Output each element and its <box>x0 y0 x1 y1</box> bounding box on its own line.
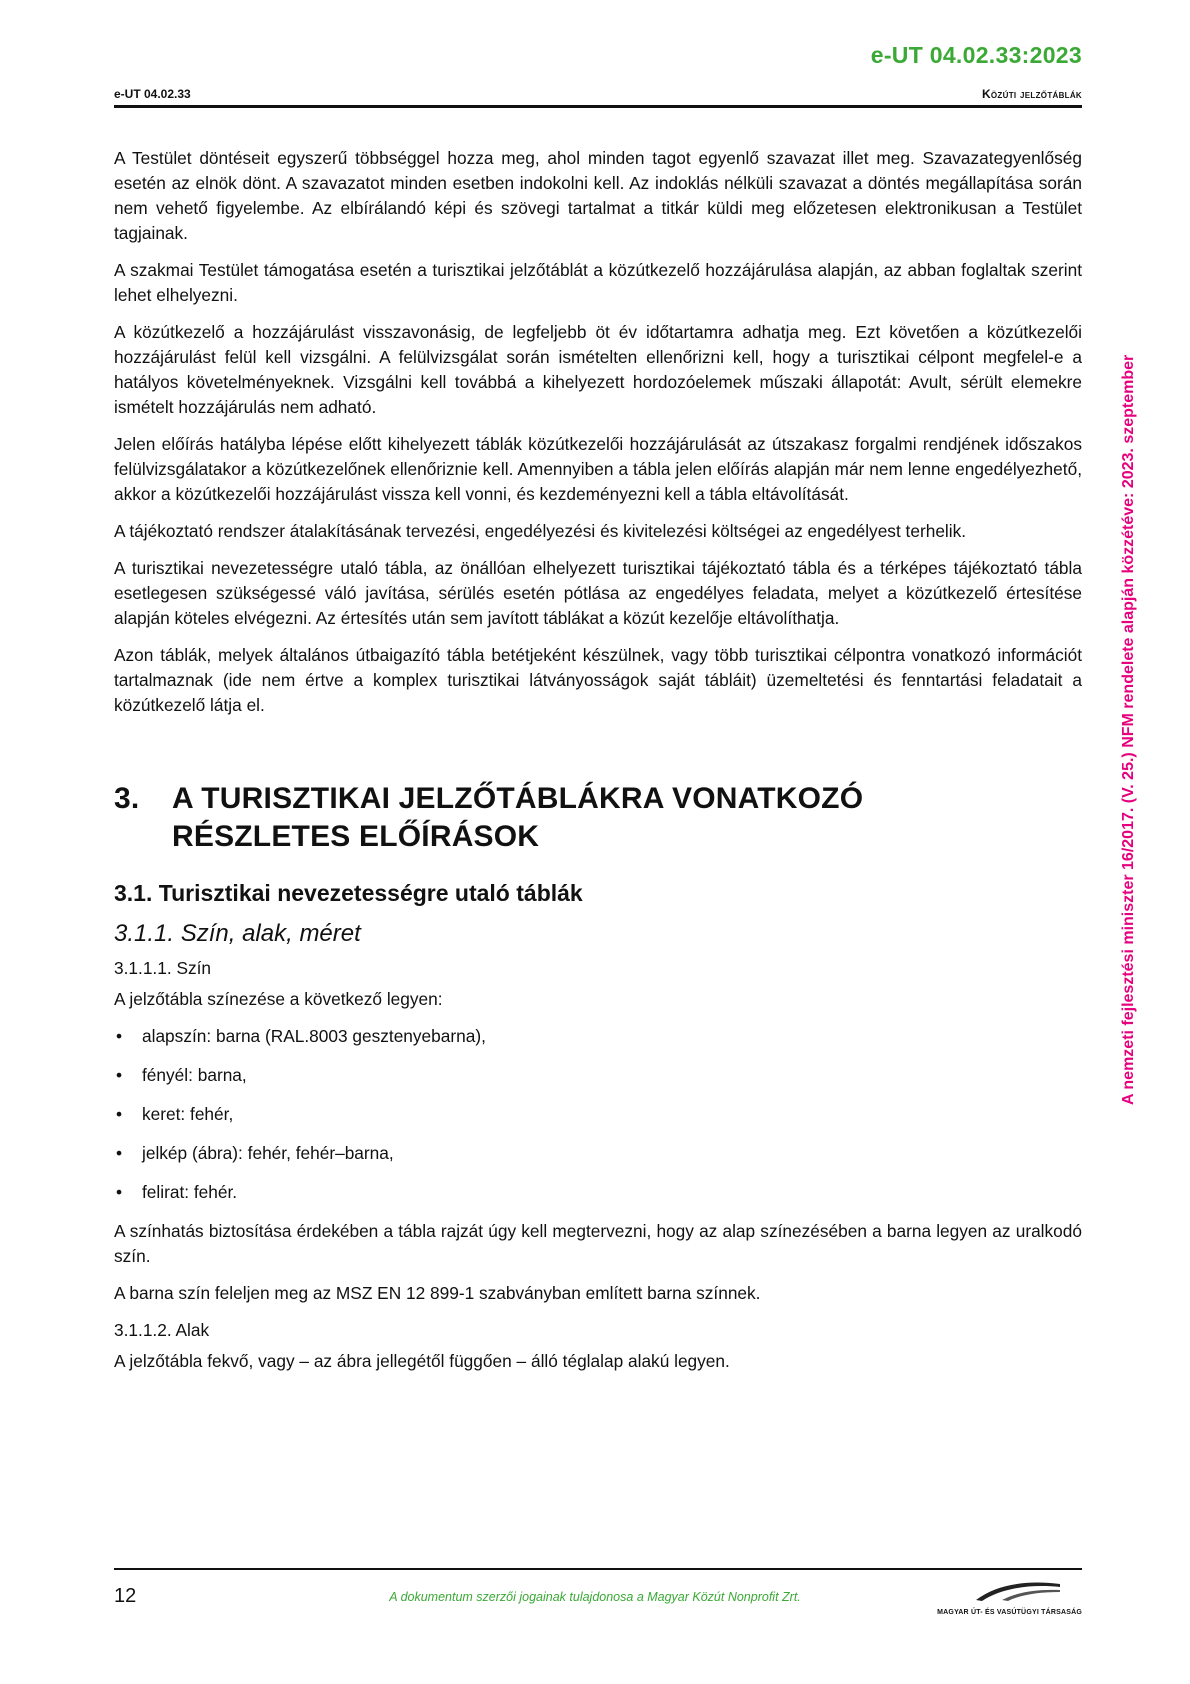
list-item: • fényél: barna, <box>114 1063 1082 1088</box>
paragraph: Jelen előírás hatályba lépése előtt kihelyezett táblák közútkezelői hozzájárulását az útszakasz forgalmi rendjének időszakos felülvizsgálatakor a közútkezelőnek ellenőriznie kell. Amennyiben a tábla jelen előírás alapján már nem lenne engedélyezhető, akkor a közútkezelői hozzájárulást vissza kell vonni, és kezdeményezni kell a tábla eltávolítását. <box>114 434 1082 504</box>
section-3-1-heading: 3.1. Turisztikai nevezetességre utaló táblák <box>114 880 583 906</box>
section-title-line1: A TURISZTIKAI JELZŐTÁBLÁKRA VONATKOZÓ <box>172 782 864 815</box>
paragraph: A Testület döntéseit egyszerű többséggel hozza meg, ahol minden tagot egyenlő szavazat illet meg. Szavazategyenlőség esetén az elnök dönt. A szavazatot minden esetben indokolni kell. Az indoklás nélküli szavazat a döntés megállapítása során nem vehető figyelembe. Az elbírálandó képi és szövegi tartalmat a titkár küldi meg előzetesen elektronikusan a Testület tagjainak. <box>114 148 1082 243</box>
section-number: 3. <box>114 782 140 815</box>
footer-divider <box>114 1568 1082 1570</box>
section-3-heading <box>114 780 1082 856</box>
paragraph: A szakmai Testület támogatása esetén a turisztikai jelzőtáblát a közútkezelő hozzájárulása alapján, az abban foglaltak szerint lehet elhelyezni. <box>114 260 1082 305</box>
paragraph: A turisztikai nevezetességre utaló tábla, az önállóan elhelyezett turisztikai tájékoztató tábla és a térképes tájékoztató tábla esetlegesen szükségessé váló javítása, sérülés esetén pótlása az engedélyes feladata, melyet a közútkezelő értesítése alapján köteles elvégezni. Az értesítés után sem javított táblákat a közút kezelője eltávolíthatja. <box>114 558 1082 628</box>
paragraph: A közútkezelő a hozzájárulást visszavonásig, de legfeljebb öt év időtartamra adhatja meg. Ezt követően a közútkezelői hozzájárulást felül kell vizsgálni. A felülvizsgálat során ismételten ellenőrizni kell, hogy a turisztikai célpont megfelel-e a hatályos követelményeknek. Vizsgálni kell továbbá a kihelyezett hordozóelemek műszaki állapotát: Avult, sérült elemekre ismételt hozzájárulás nem adható. <box>114 322 1082 417</box>
list-item: • keret: fehér, <box>114 1102 1082 1127</box>
copyright-notice: A dokumentum szerzői jogainak tulajdonosa a Magyar Közút Nonprofit Zrt. <box>389 1590 801 1604</box>
publisher-logo <box>932 1580 1082 1616</box>
section-3-1-1-heading: 3.1.1. Szín, alak, méret <box>114 920 361 947</box>
section-3-1-1-1-heading: 3.1.1.1. Szín <box>114 958 212 978</box>
list-item: • jelkép (ábra): fehér, fehér–barna, <box>114 1141 1082 1166</box>
section-title-line2: RÉSZLETES ELŐÍRÁSOK <box>172 820 540 853</box>
paragraph: A színhatás biztosítása érdekében a tábla rajzát úgy kell megtervezni, hogy az alap színezésében a barna legyen az uralkodó szín. <box>114 1221 1082 1266</box>
paragraph: A jelzőtábla fekvő, vagy – az ábra jellegétől függően – álló téglalap alakú legyen. <box>114 1351 730 1371</box>
document-code-stamp: e-UT 04.02.33:2023 <box>870 42 1082 68</box>
logo-text: MAGYAR ÚT- ÉS VASÚTÜGYI TÁRSASÁG <box>937 1609 1082 1616</box>
header-doc-title: Közúti jelzőtáblák <box>981 87 1082 101</box>
list-item: • felirat: fehér. <box>114 1180 1082 1205</box>
color-intro: A jelzőtábla színezése a következő legyen: <box>114 989 443 1009</box>
section-title <box>172 780 863 856</box>
paragraph: A tájékoztató rendszer átalakításának tervezési, engedélyezési és kivitelezési költségei az engedélyest terhelik. <box>114 521 967 541</box>
color-list <box>114 1024 1082 1205</box>
page-header <box>114 85 1082 108</box>
section-3-1-1-2-heading: 3.1.1.2. Alak <box>114 1320 210 1340</box>
list-item: • alapszín: barna (RAL.8003 gesztenyebarna), <box>114 1024 1082 1049</box>
road-swoosh-icon <box>972 1580 1062 1602</box>
page-number: 12 <box>114 1585 137 1607</box>
paragraph: Azon táblák, melyek általános útbaigazító tábla betétjeként készülnek, vagy több turisztikai célpontra vonatkozó információt tartalmaznak (ide nem értve a komplex turisztikai látványosságok saját tábláit) üzemeltetési és fenntartási feladatait a közútkezelő látja el. <box>114 645 1082 715</box>
paragraph: A barna szín feleljen meg az MSZ EN 12 899-1 szabványban említett barna színnek. <box>114 1283 761 1303</box>
publication-side-note: A nemzeti fejlesztési miniszter 16/2017. (V. 25.) NFM rendelete alapján közzétéve: 2023. szeptember <box>1120 354 1137 1105</box>
page-body <box>114 146 1082 1386</box>
header-doc-code: e-UT 04.02.33 <box>114 87 191 101</box>
